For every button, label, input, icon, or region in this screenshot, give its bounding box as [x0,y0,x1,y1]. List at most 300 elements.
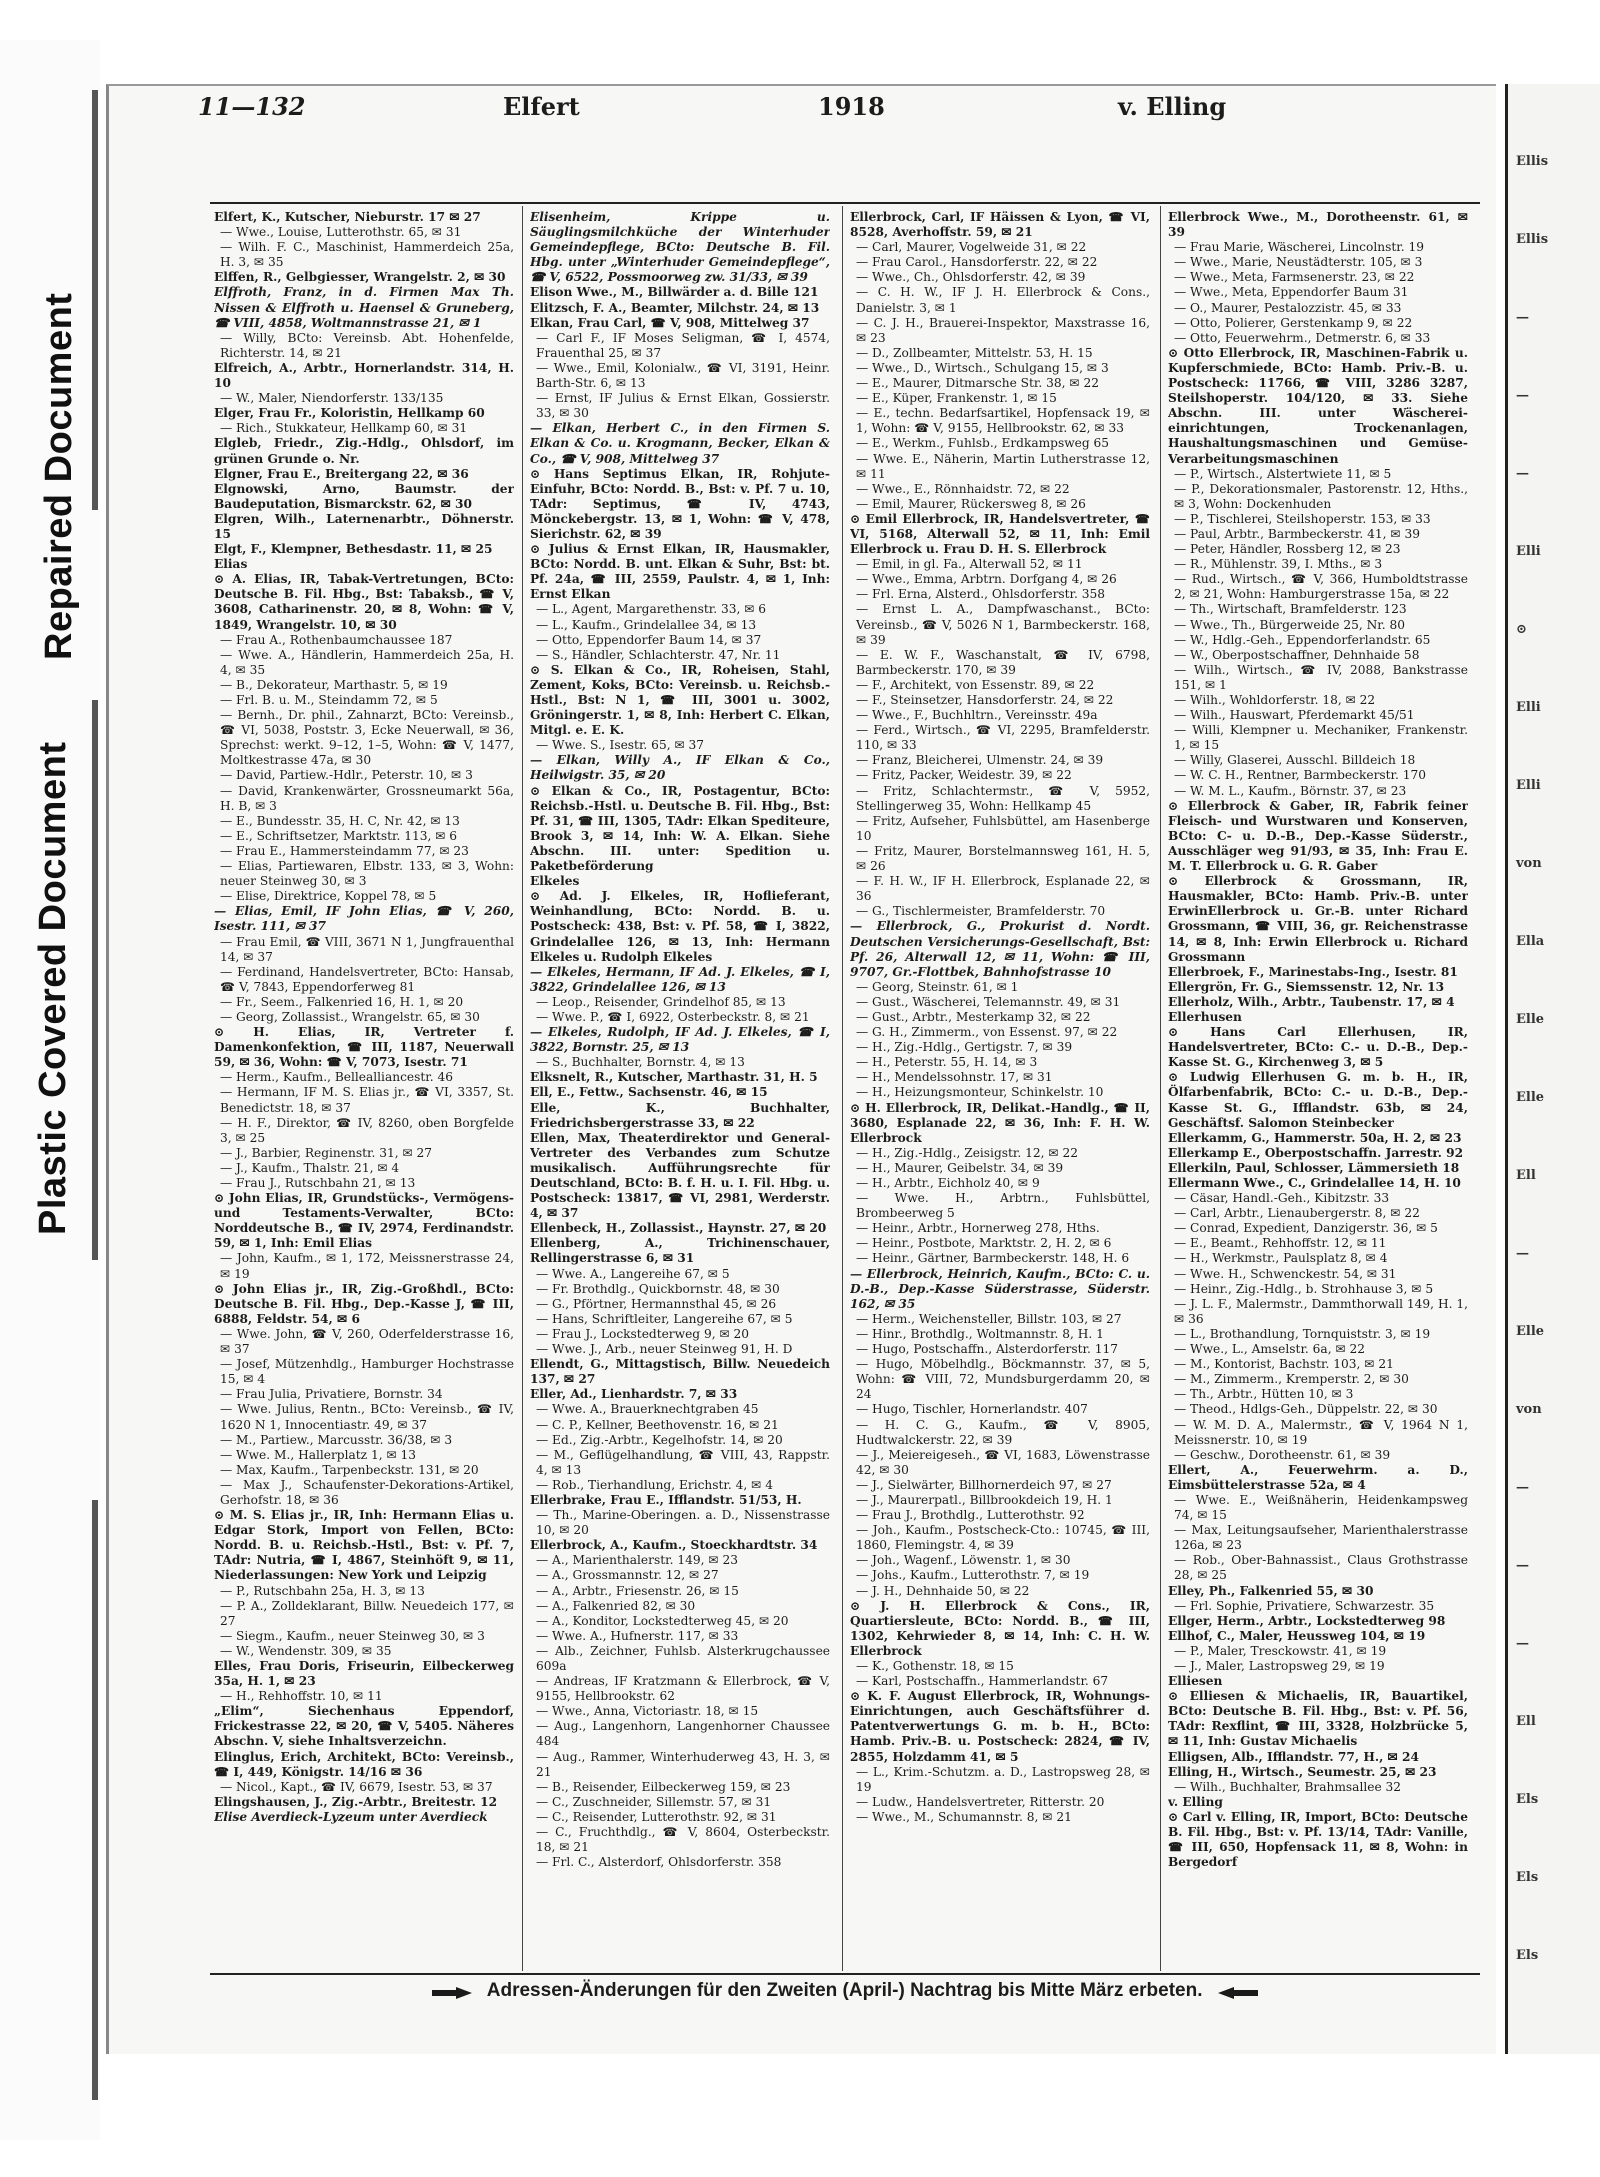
directory-entry: ⊙ Ellerbrock & Gaber, IR, Fabrik feiner Fleisch- und Wurstwaren und Konserven, BCto: C- u. D.-B., Dep.-Kasse Süderstr., Ausschläger weg 91/93, ✉ 35, Inh: Frau E. M. T. Ellerbrock u. G. R. Gaber [1168,798,1468,874]
adjacent-page-fragment: Ellis [1516,232,1549,247]
directory-entry: — Aug., Rammer, Winterhuderweg 43, H. 3, ✉ 21 [536,1749,830,1779]
directory-entry: — Emil, in gl. Fa., Alterwall 52, ✉ 11 [856,557,1083,572]
directory-entry: — W., Oberpostschaffner, Dehnhaide 58 [1174,647,1420,662]
adjacent-page-fragment: Els [1516,1870,1539,1885]
directory-entry: Ellerbrake, Frau E., Ifflandstr. 51/53, H. [530,1492,802,1507]
directory-entry: — Otto, Polierer, Gerstenkamp 9, ✉ 22 [1174,315,1413,330]
directory-entry: Elgren, Wilh., Laternenarbtr., Döhnerstr. 15 [214,511,514,541]
directory-entry: — Th., Marine-Oberingen. a. D., Nissenstrasse 10, ✉ 20 [536,1508,830,1538]
directory-entry: Ellenbeck, H., Zollassist., Haynstr. 27, ✉ 20 [530,1221,827,1236]
directory-entry: — Heinr., Postbote, Marktstr. 2, H. 2, ✉ 6 [856,1236,1112,1251]
directory-entry: — S., Händler, Schlachterstr. 47, Nr. 11 [536,647,781,662]
directory-entry: — Otto, Eppendorfer Baum 14, ✉ 37 [536,632,762,647]
directory-entry: — G., Pförtner, Hermannsthal 45, ✉ 26 [536,1296,777,1311]
directory-entry: — Fr. Brothdlg., Quickbornstr. 48, ✉ 30 [536,1281,780,1296]
adjacent-page-fragment: — [1516,1246,1529,1261]
directory-entry: Elle, K., Buchhalter, Friedrichsbergerstrasse 33, ✉ 22 [530,1100,830,1130]
directory-entry: — A., Grossmannstr. 12, ✉ 27 [536,1568,719,1583]
directory-entry: — H., Maurer, Geibelstr. 34, ✉ 39 [856,1160,1064,1175]
directory-entry: — G. H., Zimmerm., von Essenst. 97, ✉ 22 [856,1025,1118,1040]
directory-entry: — E. W. F., Waschanstalt, ☎ IV, 6798, Barmbeckerstr. 170, ✉ 39 [856,647,1150,677]
directory-entry: ⊙ John Elias jr., IR, Zig.-Großhdl., BCto: Deutsche B. Fil. Hbg., Dep.-Kasse J, ☎ III, 6888, Feldstr. 54, ✉ 6 [214,1281,514,1326]
directory-entry: — John, Kaufm., ✉ 1, 172, Meissnerstrasse 24, ✉ 19 [220,1251,514,1281]
directory-entry: Ellerbrock, Carl, IF Häissen & Lyon, ☎ VI, 8528, Averhoffstr. 59, ✉ 21 [850,210,1150,240]
directory-entry: v. Elling [1168,1794,1223,1809]
column-3 [850,210,1150,1970]
directory-entry: — H. C. G., Kaufm., ☎ V, 8905, Hudtwalckerstr. 22, ✉ 39 [856,1417,1150,1447]
directory-entry: — Elkan, Herbert C., in den Firmen S. Elkan & Co. u. Krogmann, Becker, Elkan & Co., ☎ V, 908, Mittelweg 37 [530,421,830,466]
directory-entry: — David, Partiew.-Hdlr., Peterstr. 10, ✉ 3 [220,768,473,783]
directory-entry: — P., Rutschbahn 25a, H. 3, ✉ 13 [220,1583,425,1598]
directory-entry: — Wwe., Marie, Neustädterstr. 105, ✉ 3 [1174,255,1423,270]
directory-entry: — L., Kaufm., Grindelallee 34, ✉ 13 [536,617,757,632]
adjacent-page-fragment: Elle [1516,1324,1545,1339]
directory-entry: — Wwe., L., Amselstr. 6a, ✉ 22 [1174,1342,1366,1357]
directory-entry: ⊙ Otto Ellerbrock, IR, Maschinen-Fabrik u. Kupferschmiede, BCto: Hamb. Priv.-B. u. Postscheck: 11766, ☎ VIII, 3286 3287, Steilshoperstr. 104/120, ✉ 33. Siehe Abschn. III. unter Wäscherei-einrichtungen, Trockenanlagen, Haushaltungsmaschinen und Gemüse-Verarbeitungsmaschinen [1168,345,1468,466]
pointing-hand-right-icon [432,1984,472,1998]
directory-entry: — Frau Carol., Hansdorferstr. 22, ✉ 22 [856,255,1098,270]
directory-entry: ⊙ Emil Ellerbrock, IR, Handelsvertreter, ☎ VI, 5168, Alterwall 52, ✉ 11, Inh: Emil Ellerbrock u. Frau D. H. S. Ellerbrock [850,511,1150,557]
directory-entry: — Wwe. E., Näherin, Martin Lutherstrasse 12, ✉ 11 [856,451,1150,481]
directory-entry: — H. F., Direktor, ☎ IV, 8260, oben Borgfelde 3, ✉ 25 [220,1115,514,1145]
directory-entry: — C., Reisender, Lutterothstr. 92, ✉ 31 [536,1809,777,1824]
adjacent-page-fragment: Elli [1516,778,1541,793]
directory-entry: — Frau J., Brothdlg., Lutterothstr. 92 [856,1508,1085,1523]
directory-entry: Elisenheim, Krippe u. Säuglingsmilchküche der Winterhuder Gemeindepflege, BCto: Deutsche B. Fil. Hbg. unter „Winterhuder Gemeindepflege“, ☎ V, 6522, Possmoorweg zw. 31/33, ✉ 39 [530,210,830,285]
directory-entry: — Herm., Weichensteller, Billstr. 103, ✉ 27 [856,1311,1122,1326]
directory-entry: Ellerkamp E., Oberpostschaffn. Jarrestr. 92 [1168,1145,1464,1160]
adjacent-page-fragment: Elli [1516,700,1541,715]
directory-entry: — W., Maler, Niendorferstr. 133/135 [220,391,444,406]
directory-entry: — Hinr., Brothdlg., Woltmannstr. 8, H. 1 [856,1326,1104,1341]
adjacent-page-fragment: — [1516,1480,1529,1495]
directory-entry: ⊙ A. Elias, IR, Tabak-Vertretungen, BCto: Deutsche B. Fil. Hbg., Bst: Tabaksb., ☎ V, 3608, Catharinenstr. 20, ✉ 8, Wohn: ☎ V, 1849, Wrangelstr. 10, ✉ 30 [214,572,514,632]
directory-entry: — C., Fruchthdlg., ☎ V, 8604, Osterbeckstr. 18, ✉ 21 [536,1825,830,1855]
adjacent-page-fragment: — [1516,1558,1529,1573]
directory-entry: — B., Reisender, Eilbeckerweg 159, ✉ 23 [536,1779,791,1794]
directory-entry: — F., Steinsetzer, Hansdorferstr. 24, ✉ 22 [856,693,1114,707]
directory-entry: — Heinr., Arbtr., Hornerweg 278, Hths. [856,1221,1100,1236]
directory-entry: — A., Arbtr., Friesenstr. 26, ✉ 15 [536,1583,739,1598]
directory-entry: — Wwe., Emil, Kolonialw., ☎ VI, 3191, Heinr. Barth-Str. 6, ✉ 13 [536,360,830,391]
directory-entry: — E., techn. Bedarfsartikel, Hopfensack 19, ✉ 1, Wohn: ☎ V, 9155, Hellbrookstr. 62, ✉ 33 [856,406,1150,436]
directory-entry: Ellen, Max, Theaterdirektor und General-Vertreter des Verbandes zum Schutze musikalisch. Aufführungsrechte für Deutschland, BCto: B. f. H. u. I. Fil. Hbg. u. Postscheck: 13817, ☎ VI, 2981, Werderstr. 4, ✉ 37 [530,1130,830,1221]
directory-entry: — Josef, Mützenhdlg., Hamburger Hochstrasse 15, ✉ 4 [220,1357,514,1387]
directory-entry: — Wilh., Wirtsch., ☎ IV, 2088, Bankstrasse 151, ✉ 1 [1174,662,1468,692]
directory-entry: — Frau Julia, Privatiere, Bornstr. 34 [220,1387,443,1402]
directory-entry: — Wwe. H., Arbtrn., Fuhlsbüttel, Brombeerweg 5 [856,1191,1150,1221]
directory-entry: — P., Wirtsch., Alstertwiete 11, ✉ 5 [1174,466,1392,481]
directory-entry: — Wwe., Th., Bürgerweide 25, Nr. 80 [1174,617,1406,632]
directory-entry: — Emil, Maurer, Rückersweg 8, ✉ 26 [856,496,1086,511]
directory-entry: — M., Partiew., Marcusstr. 36/38, ✉ 3 [220,1432,453,1447]
directory-entry: — Frau Marie, Wäscherei, Lincolnstr. 19 [1174,240,1424,255]
directory-entry: — P., Maler, Tresckowstr. 41, ✉ 19 [1174,1643,1387,1658]
directory-entry: Elitzsch, F. A., Beamter, Milchstr. 24, ✉ 13 [530,300,820,315]
directory-entry: — Karl, Postschaffn., Hammerlandstr. 67 [856,1674,1109,1689]
edge-shadow [92,700,98,1260]
directory-entry: Elksnelt, R., Kutscher, Marthastr. 31, H. 5 [530,1070,818,1085]
adjacent-page-fragment: Elli [1516,544,1541,559]
directory-entry: ⊙ H. Ellerbrock, IR, Delikat.-Handlg., ☎ II, 3680, Esplanade 22, ✉ 36, Inh: F. H. W. Ellerbrock [850,1100,1150,1145]
directory-entry: — Wilh. F. C., Maschinist, Hammerdeich 25a, H. 3, ✉ 35 [220,240,514,270]
directory-entry: — Frau J., Rutschbahn 21, ✉ 13 [220,1176,416,1190]
directory-entry: — J., Maurerpatl., Billbrookdeich 19, H. 1 [856,1492,1113,1507]
repaired-document-label: Repaired Document [38,292,80,660]
directory-entry: — Wwe., Louise, Lutterothstr. 65, ✉ 31 [220,225,462,240]
directory-entry: — Aug., Langenhorn, Langenhorner Chaussee 484 [536,1719,830,1749]
directory-entry: — Heinr., Gärtner, Barmbeckerstr. 148, H. 6 [856,1251,1130,1266]
directory-entry: Elgt, F., Klempner, Bethesdastr. 11, ✉ 25 [214,542,493,557]
directory-entry: — Wwe., D., Wirtsch., Schulgang 15, ✉ 3 [856,360,1109,375]
directory-entry: — Frl. B. u. M., Steindamm 72, ✉ 5 [220,693,438,707]
directory-entry: ⊙ Ad. J. Elkeles, IR, Hoflieferant, Weinhandlung, BCto: Nordd. B. u. Postscheck: 438, Bst: v. Pf. 58, ☎ I, 3822, Grindelallee 126, ✉ 13, Inh: Hermann Elkeles u. Rudolph Elkeles [530,889,830,964]
directory-entry: — M., Kontorist, Bachstr. 103, ✉ 21 [1174,1357,1394,1372]
directory-entry: — Ferd., Wirtsch., ☎ VI, 2295, Bramfelderstr. 110, ✉ 33 [856,723,1150,753]
directory-entry: — J. H., Dehnhaide 50, ✉ 22 [856,1583,1030,1598]
directory-entry: — Wwe. M., Hallerplatz 1, ✉ 13 [220,1447,417,1462]
directory-entry: — Hugo, Postschaffn., Alsterdorferstr. 117 [856,1342,1118,1357]
directory-entry: — Gust., Arbtr., Mesterkamp 32, ✉ 22 [856,1009,1091,1024]
directory-entry: — Conrad, Expedient, Danzigerstr. 36, ✉ 5 [1174,1221,1438,1236]
directory-entry: — Wwe. E., Weißnäherin, Heidenkampsweg 74, ✉ 15 [1174,1492,1468,1523]
directory-entry: Elley, Ph., Falkenried 55, ✉ 30 [1168,1583,1374,1598]
directory-entry: — E., Bundesstr. 35, H. C, Nr. 42, ✉ 13 [220,813,460,828]
directory-entry: — H., Zig.-Hdlg., Gertigstr. 7, ✉ 39 [856,1040,1073,1055]
directory-entry: — Rich., Stukkateur, Hellkamp 60, ✉ 31 [220,421,468,436]
directory-entry: — Rud., Wirtsch., ☎ V, 366, Humboldtstrasse 2, ✉ 21, Wohn: Hamburgerstrasse 15a, ✉ 22 [1174,572,1468,602]
directory-entry: — Elkan, Willy A., IF Elkan & Co., Heilwigstr. 35, ✉ 20 [530,753,830,783]
footer-rule [210,1973,1480,1975]
directory-entry: — Max J., Schaufenster-Dekorations-Artikel, Gerhofstr. 18, ✉ 36 [220,1477,514,1507]
directory-entry: Elffen, R., Gelbgiesser, Wrangelstr. 2, ✉ 30 [214,270,506,285]
directory-entry: — J., Kaufm., Thalstr. 21, ✉ 4 [220,1160,400,1175]
adjacent-page-fragment: Elle [1516,1012,1545,1027]
running-header [98,92,1478,136]
pointing-hand-left-icon [1218,1984,1258,1998]
directory-entry: — H., Werkmstr., Paulsplatz 8, ✉ 4 [1174,1251,1388,1266]
directory-entry: — Th., Arbtr., Hütten 10, ✉ 3 [1174,1387,1354,1402]
directory-entry: — Wilh., Hauswart, Pferdemarkt 45/51 [1174,708,1415,723]
directory-entry: Elffroth, Franz, in d. Firmen Max Th. Nissen & Elffroth u. Haensel & Gruneberg, ☎ VIII, 4858, Woltmannstrasse 21, ✉ 1 [214,285,514,330]
directory-entry: ⊙ Ludwig Ellerhusen G. m. b. H., IR, Ölfarbenfabrik, BCto: C.- u. D.-B., Dep.-Kasse St. G., Ifflandstr. 63b, ✉ 24, Geschäftsf. Salomon Steinbecker [1168,1070,1468,1130]
column-2 [530,210,830,1970]
directory-entry: — Georg, Steinstr. 61, ✉ 1 [856,979,1019,994]
directory-entry: — Wwe. Julius, Rentn., BCto: Vereinsb., ☎ IV, 1620 N 1, Innocentiastr. 49, ✉ 37 [220,1402,514,1432]
directory-entry: — J., Maler, Lastropsweg 29, ✉ 19 [1174,1659,1385,1673]
column-4 [1168,210,1468,1970]
directory-entry: Elkan, Frau Carl, ☎ V, 908, Mittelweg 37 [530,315,810,330]
directory-entry: ⊙ Elliesen & Michaelis, IR, Bauartikel, BCto: Deutsche B. Fil. Hbg., Bst: v. Pf. 56, TAdr: Rexflint, ☎ III, 3328, Holzbrücke 5, ✉ 11, Inh: Gustav Michaelis [1168,1689,1468,1749]
footer-notice [210,1980,1480,2010]
directory-entry: — Frau E., Hammersteindamm 77, ✉ 23 [220,843,469,858]
edge-shadow [92,1500,98,2100]
directory-entry: — Fr., Seem., Falkenried 16, H. 1, ✉ 20 [220,994,464,1009]
directory-entry: — O., Maurer, Pestalozzistr. 45, ✉ 33 [1174,300,1402,315]
header-rule [210,202,1480,204]
directory-entry: — Frau J., Lockstedterweg 9, ✉ 20 [536,1326,750,1341]
directory-entry: Ellerholz, Wilh., Arbtr., Taubenstr. 17, ✉ 4 [1168,994,1455,1009]
column-divider [522,206,523,1971]
directory-entry: — Frau Emil, ☎ VIII, 3671 N 1, Jungfrauenthal 14, ✉ 37 [220,934,514,964]
directory-entry: — E., Küper, Frankenstr. 1, ✉ 15 [856,391,1057,406]
directory-entry: — B., Dekorateur, Marthastr. 5, ✉ 19 [220,677,448,692]
directory-entry: — Wwe. P., ☎ I, 6922, Osterbeckstr. 8, ✉ 21 [536,1009,810,1024]
directory-entry: — Wwe., Meta, Eppendorfer Baum 31 [1174,285,1409,300]
directory-entry: — Theod., Hdlgs-Geh., Düppelstr. 22, ✉ 30 [1174,1402,1438,1417]
directory-entry: Ellerhusen [1168,1009,1242,1024]
directory-entry: Ellermann Wwe., C., Grindelallee 14, H. 10 [1168,1176,1461,1190]
page-number: 11—132 [198,92,306,121]
adjacent-page-fragment: Els [1516,1792,1539,1807]
directory-entry: — A., Konditor, Lockstedterweg 45, ✉ 20 [536,1613,789,1628]
directory-entry: Ellergrön, Fr. G., Siemssenstr. 12, Nr. 13 [1168,979,1445,994]
directory-entry: — Rob., Tierhandlung, Erichstr. 4, ✉ 4 [536,1477,774,1492]
column-divider [842,206,843,1971]
directory-entry: — C. P., Kellner, Beethovenstr. 16, ✉ 21 [536,1417,779,1432]
adjacent-page-fragment: ⊙ [1516,622,1527,637]
directory-entry: ⊙ Carl v. Elling, IR, Import, BCto: Deutsche B. Fil. Hbg., Bst: v. Pf. 13/14, TAdr: Vanille, ☎ III, 650, Hopfensack 11, ✉ 8, Wohn: in Bergedorf [1168,1809,1468,1870]
directory-entry: Elliesen [1168,1674,1223,1689]
directory-entry: — A., Marienthalerstr. 149, ✉ 23 [536,1553,738,1568]
directory-entry: — Heinr., Zig.-Hdlg., b. Strohhause 3, ✉ 5 [1174,1281,1434,1296]
directory-entry: — H., Zig.-Hdlg., Zeisigstr. 12, ✉ 22 [856,1145,1078,1160]
directory-entry: Ellert, A., Feuerwehrm. a. D., Eimsbüttelerstrasse 52a, ✉ 4 [1168,1462,1468,1492]
directory-entry: — C., Zuschneider, Sillemstr. 57, ✉ 31 [536,1794,772,1809]
directory-entry: — Wwe. John, ☎ V, 260, Oderfelderstrasse 16, ✉ 37 [220,1326,514,1357]
directory-entry: — E., Schriftsetzer, Marktstr. 113, ✉ 6 [220,828,458,843]
directory-entry: — Franz, Bleicherei, Ulmenstr. 24, ✉ 39 [856,753,1104,768]
directory-entry: — Leop., Reisender, Grindelhof 85, ✉ 13 [536,994,786,1009]
directory-entry: Elfert, K., Kutscher, Nieburstr. 17 ✉ 27 [214,210,481,224]
directory-entry: — Carl F., IF Moses Seligman, ☎ I, 4574, Frauenthal 25, ✉ 37 [536,330,830,360]
directory-entry: — Rob., Ober-Bahnassist., Claus Grothstrasse 28, ✉ 25 [1174,1553,1468,1583]
directory-entry: — Ed., Zig.-Arbtr., Kegelhofstr. 14, ✉ 20 [536,1432,783,1447]
directory-entry: — R., Mühlenstr. 39, I. Mths., ✉ 3 [1174,557,1383,572]
adjacent-page-fragment: — [1516,466,1529,481]
directory-entry: — J., Meiereigeseh., ☎ VI, 1683, Löwenstrasse 42, ✉ 30 [856,1447,1150,1477]
adjacent-page-fragment: von [1516,1402,1542,1417]
directory-entry: Ellenberg, A., Trichinenschauer, Rellingerstrasse 6, ✉ 31 [530,1236,830,1266]
directory-entry: — Ellerbrock, G., Prokurist d. Nordt. Deutschen Versicherungs-Gesellschaft, Bst: Pf. 26, Alterwall 12, ✉ 11, Wohn: ☎ III, 9707, Gr.-Flottbek, Bahnhofstrasse 10 [850,919,1150,979]
directory-entry: — Frl. C., Alsterdorf, Ohlsdorferstr. 358 [536,1855,782,1870]
directory-entry: ⊙ K. F. August Ellerbrock, IR, Wohnungs-Einrichtungen, auch Geschäftsführer d. Patentverwertungs G. m. b. H., BCto: Hamb. Priv.-B. u. Postscheck: 2824, ☎ IV, 2855, Holzdamm 41, ✉ 5 [850,1689,1150,1764]
directory-entry: — W., Hdlg.-Geh., Eppendorferlandstr. 65 [1174,632,1431,647]
directory-entry: Elias [214,557,248,572]
directory-entry: — Fritz, Maurer, Borstelmannsweg 161, H. 5, ✉ 26 [856,843,1150,874]
directory-entry: — Hugo, Möbelhdlg., Böckmannstr. 37, ✉ 5, Wohn: ☎ VIII, 72, Mundsburgerdamm 20, ✉ 24 [856,1357,1150,1402]
adjacent-page-fragment: Ell [1516,1714,1536,1729]
directory-entry: — L., Agent, Margarethenstr. 33, ✉ 6 [536,602,767,617]
directory-entry: — S., Buchhalter, Bornstr. 4, ✉ 13 [536,1055,745,1070]
directory-entry: ⊙ Ellerbrock & Grossmann, IR, Hausmakler, BCto: Hamb. Priv.-B. unter ErwinEllerbrock u. Gr.-B. unter Richard Grossmann, ☎ VIII, 36, gr. Reichenstrasse 14, ✉ 8, Inh: Erwin Ellerbrock u. Richard Grossmann [1168,874,1468,964]
directory-entry: ⊙ Elkan & Co., IR, Postagentur, BCto: Reichsb.-Hstl. u. Deutsche B. Fil. Hbg., Bst: Pf. 31, ☎ III, 1305, TAdr: Elkan Spediteure, Brook 3, ✉ 14, Inh: W. A. Elkan. Siehe Abschn. III. unter: Spedition u. Paketbeförderung [530,783,830,874]
column-divider [1160,206,1161,1971]
year: 1918 [818,92,885,121]
directory-entry: — H., Heizungsmonteur, Schinkelstr. 10 [856,1085,1104,1100]
directory-entry: ⊙ H. Elias, IR, Vertreter f. Damenkonfektion, ☎ III, 1187, Neuerwall 59, ✉ 36, Wohn: ☎ V, 7073, Isestr. 71 [214,1025,514,1070]
directory-entry: Eller, Ad., Lienhardstr. 7, ✉ 33 [530,1387,738,1402]
directory-entry: — J., Sielwärter, Billhornerdeich 97, ✉ 27 [856,1477,1112,1492]
directory-entry: — Carl, Arbtr., Lienaubergerstr. 8, ✉ 22 [1174,1206,1420,1221]
directory-entry: ⊙ Hans Septimus Elkan, IR, Rohjute-Einfuhr, BCto: Nordd. B., Bst: v. Pf. 7 u. 10, TAdr: Septimus, ☎ IV, 4743, Mönckebergstr. 13, ✉ 1, Wohn: ☎ V, 478, Sierichstr. 62, ✉ 39 [530,466,830,541]
directory-entry: Elling, H., Wirtsch., Seumestr. 25, ✉ 23 [1168,1764,1437,1779]
directory-entry: — J. L. F., Malermstr., Dammthorwall 149, H. 1, ✉ 36 [1174,1296,1468,1326]
directory-entry: — Wwe., Meta, Farmsenerstr. 23, ✉ 22 [1174,270,1415,285]
directory-entry: — Fritz, Aufseher, Fuhlsbüttel, am Hasenberge 10 [856,813,1150,843]
directory-entry: — Wwe., M., Schumannstr. 8, ✉ 21 [856,1809,1072,1824]
directory-entry: — C. J. H., Brauerei-Inspektor, Maxstrasse 16, ✉ 23 [856,315,1150,345]
directory-entry: — H., Peterstr. 55, H. 14, ✉ 3 [856,1055,1038,1070]
directory-entry: — Joh., Kaufm., Postscheck-Cto.: 10745, ☎ III, 1860, Flemingstr. 4, ✉ 39 [856,1523,1150,1553]
directory-entry: — F., Architekt, von Essenstr. 89, ✉ 22 [856,677,1095,692]
directory-entry: — Paul, Arbtr., Barmbeckerstr. 41, ✉ 39 [1174,526,1421,541]
directory-entry: Elinglus, Erich, Architekt, BCto: Vereinsb., ☎ I, 449, Königstr. 14/16 ✉ 36 [214,1749,514,1779]
directory-entry: Ellhof, C., Maler, Heussweg 104, ✉ 19 [1168,1628,1426,1643]
directory-entry: — Wilh., Buchhalter, Brahmsallee 32 [1174,1779,1402,1794]
directory-entry: — W. M. L., Kaufm., Börnstr. 37, ✉ 23 [1174,783,1407,798]
adjacent-page-fragment: Ell [1516,1168,1536,1183]
directory-entry: — J., Barbier, Reginenstr. 31, ✉ 27 [220,1145,433,1160]
directory-entry: — Carl, Maurer, Vogelweide 31, ✉ 22 [856,240,1087,255]
directory-entry: — L., Brothandlung, Tornquiststr. 3, ✉ 19 [1174,1326,1431,1341]
directory-entry: — Elkeles, Rudolph, IF Ad. J. Elkeles, ☎ I, 3822, Bornstr. 25, ✉ 13 [530,1025,830,1055]
adjacent-page-edge [1505,84,1600,2054]
adjacent-page-fragment: von [1516,856,1542,871]
directory-entry: — Ferdinand, Handelsvertreter, BCto: Hansab, ☎ V, 7843, Eppendorferweg 81 [220,964,514,994]
directory-entry: Ellerkiln, Paul, Schlosser, Lämmersieth 18 [1168,1160,1460,1175]
directory-entry: — Bernh., Dr. phil., Zahnarzt, BCto: Vereinsb., ☎ VI, 5038, Poststr. 3, Ecke Neuerwall, ✉ 36, Sprechst: werkt. 9–12, 1–5, Wohn: ☎ V, 1477, Moltkestrasse 47a, ✉ 30 [220,708,514,768]
directory-entry: — Ludw., Handelsvertreter, Ritterstr. 20 [856,1794,1105,1809]
directory-entry: — D., Zollbeamter, Mittelstr. 53, H. 15 [856,345,1093,360]
directory-entry: Ellerbrock, A., Kaufm., Stoeckhardtstr. 34 [530,1538,818,1553]
directory-entry: — Gust., Wäscherei, Telemannstr. 49, ✉ 31 [856,994,1121,1009]
directory-entry: — Wwe. J., Arb., neuer Steinweg 91, H. D [536,1342,793,1357]
directory-entry: ⊙ Hans Carl Ellerhusen, IR, Handelsvertreter, BCto: C.- u. D.-B., Dep.-Kasse St. G., Kirchenweg 3, ✉ 5 [1168,1025,1468,1070]
directory-entry: — Wwe. A., Hufnerstr. 117, ✉ 33 [536,1628,739,1643]
directory-entry: — C. H. W., IF J. H. Ellerbrock & Cons., Danielstr. 3, ✉ 1 [856,285,1150,315]
directory-entry: — Alb., Zeichner, Fuhlsb. Alsterkrugchaussee 609a [536,1643,830,1673]
directory-entry: — A., Falkenried 82, ✉ 30 [536,1598,696,1613]
directory-entry: — Siegm., Kaufm., neuer Steinweg 30, ✉ 3 [220,1628,485,1643]
directory-entry: — Wwe. A., Händlerin, Hammerdeich 25a, H. 4, ✉ 35 [220,647,514,677]
adjacent-page-fragment: — [1516,388,1529,403]
directory-entry: — Frau A., Rothenbaumchaussee 187 [220,632,453,647]
directory-entry: Ellger, Herm., Arbtr., Lockstedterweg 98 [1168,1613,1446,1628]
column-1 [214,210,514,1970]
directory-entry: Ell, E., Fettw., Sachsenstr. 46, ✉ 15 [530,1085,768,1100]
directory-entry: — Wwe. A., Brauerknechtgraben 45 [536,1402,759,1417]
last-entry-name: v. Elling [1118,92,1227,121]
directory-entry: Elgner, Frau E., Breitergang 22, ✉ 36 [214,466,469,481]
directory-entry: — Wwe. S., Isestr. 65, ✉ 37 [536,738,705,753]
directory-entry: ⊙ J. H. Ellerbrock & Cons., IR, Quartiersleute, BCto: Nordd. B., ☎ III, 1302, Kehrwieder 8, ✉ 14, Inh: C. H. W. Ellerbrock [850,1598,1150,1658]
directory-entry: — W. M. D. A., Malermstr., ☎ V, 1964 N 1, Meissnerstr. 10, ✉ 19 [1174,1417,1468,1447]
adjacent-page-fragment: Ella [1516,934,1545,949]
directory-entry: Ellerbrock Wwe., M., Dorotheenstr. 61, ✉ 39 [1168,210,1468,240]
directory-entry: — Otto, Feuerwehrm., Detmerstr. 6, ✉ 33 [1174,330,1431,345]
directory-entry: — Ellerbrock, Heinrich, Kaufm., BCto: C. u. D.-B., Dep.-Kasse Süderstrasse, Süderstr. 162, ✉ 35 [850,1266,1150,1311]
directory-entry: Elgleb, Friedr., Zig.-Hdlg., Ohlsdorf, im grünen Grunde o. Nr. [214,436,514,466]
directory-entry: Ellerkamm, G., Hammerstr. 50a, H. 2, ✉ 23 [1168,1130,1462,1145]
directory-entry: Elger, Frau Fr., Koloristin, Hellkamp 60 [214,406,485,421]
directory-entry: ⊙ S. Elkan & Co., IR, Roheisen, Stahl, Zement, Koks, BCto: Vereinsb. u. Reichsb.-Hstl., Bst: N 1, ☎ III, 3001 u. 3002, Gröningerstr. 1, ✉ 8, Inh: Herbert C. Elkan, Mitgl. e. E. K. [530,662,830,738]
directory-entry: — E., Maurer, Ditmarsche Str. 38, ✉ 22 [856,376,1100,391]
directory-entry: — David, Krankenwärter, Grossneumarkt 56a, H. B, ✉ 3 [220,783,514,813]
directory-entry: — Ernst L. A., Dampfwaschanst., BCto: Vereinsb., ☎ V, 5026 N 1, Barmbeckerstr. 168, ✉ 39 [856,602,1150,647]
adjacent-page-fragment: — [1516,1636,1529,1651]
directory-entry: — Fritz, Packer, Weidestr. 39, ✉ 22 [856,768,1072,783]
directory-entry: — Wwe., E., Rönnhaidstr. 72, ✉ 22 [856,481,1070,496]
directory-entry: Elles, Frau Doris, Friseurin, Eilbeckerweg 35a, H. 1, ✉ 23 [214,1659,514,1689]
directory-entry: — Th., Wirtschaft, Bramfelderstr. 123 [1174,602,1407,617]
directory-entry: — H., Arbtr., Eichholz 40, ✉ 9 [856,1176,1040,1190]
plastic-covered-label: Plastic Covered Document [32,741,74,1235]
directory-entry: Elise Averdieck-Lyzeum unter Averdieck [214,1809,488,1824]
directory-entry: Ellerbroek, F., Marinestabs-Ing., Isestr. 81 [1168,964,1458,979]
directory-entry: — Wwe., F., Buchhltrn., Vereinsstr. 49a [856,708,1098,723]
directory-entry: — L., Krim.-Schutzm. a. D., Lastropsweg 28, ✉ 19 [856,1764,1150,1794]
edge-shadow [92,90,98,510]
footer-text: Adressen-Änderungen für den Zweiten (April-) Nachtrag bis Mitte März erbeten. [486,1980,1203,2001]
directory-entry: — Wwe., Emma, Arbtrn. Dorfgang 4, ✉ 26 [856,572,1117,587]
directory-entry: ⊙ Julius & Ernst Elkan, IR, Hausmakler, BCto: Nordd. B. unt. Elkan & Suhr, Bst: bt. Pf. 24a, ☎ III, 2559, Paulstr. 4, ✉ 1, Inh: Ernst Elkan [530,542,830,602]
directory-entry: — K., Gothenstr. 18, ✉ 15 [856,1659,1014,1673]
directory-entry: — W., Wendenstr. 309, ✉ 35 [220,1643,392,1658]
directory-entry: — P. A., Zolldeklarant, Billw. Neuedeich 177, ✉ 27 [220,1598,514,1628]
directory-entry: — Joh., Wagenf., Löwenstr. 1, ✉ 30 [856,1553,1071,1568]
adjacent-page-fragment: Els [1516,1948,1539,1963]
directory-entry: — Hermann, IF M. S. Elias jr., ☎ VI, 3357, St. Benedictstr. 18, ✉ 37 [220,1085,514,1115]
directory-entry: — Ernst, IF Julius & Ernst Elkan, Gossierstr. 33, ✉ 30 [536,391,830,421]
directory-entry: — M., Geflügelhandlung, ☎ VIII, 43, Rappstr. 4, ✉ 13 [536,1447,830,1477]
directory-entry: — W. C. H., Rentner, Barmbeckerstr. 170 [1174,768,1427,783]
directory-entry: — H., Rehhoffstr. 10, ✉ 11 [220,1689,383,1704]
adjacent-page-fragment: — [1516,310,1529,325]
directory-entry: — Fritz, Schlachtermstr., ☎ V, 5952, Stellingerweg 35, Wohn: Hellkamp 45 [856,783,1150,813]
directory-entry: — F. H. W., IF H. Ellerbrock, Esplanade 22, ✉ 36 [856,874,1150,904]
directory-entry: — Hugo, Tischler, Hornerlandstr. 407 [856,1402,1088,1417]
directory-entry: — Hans, Schriftleiter, Langereihe 67, ✉ 5 [536,1311,793,1326]
directory-entry: Elfreich, A., Arbtr., Hornerlandstr. 314, H. 10 [214,360,514,391]
directory-entry: — E., Beamt., Rehhoffstr. 12, ✉ 11 [1174,1236,1387,1251]
directory-entry: — Willy, BCto: Vereinsb. Abt. Hohenfelde, Richterstr. 14, ✉ 21 [220,330,514,360]
directory-entry: — E., Werkm., Fuhlsb., Erdkampsweg 65 [856,436,1110,451]
directory-entry: — Max, Kaufm., Tarpenbeckstr. 131, ✉ 20 [220,1462,479,1477]
directory-entry: Elison Wwe., M., Billwärder a. d. Bille 121 [530,285,819,300]
directory-entry: — Willi, Klempner u. Mechaniker, Frankenstr. 1, ✉ 15 [1174,723,1468,753]
directory-entry: ⊙ John Elias, IR, Grundstücks-, Vermögens- und Testaments-Verwalter, BCto: Norddeutsche B., ☎ IV, 2974, Ferdinandstr. 59, ✉ 1, Inh: Emil Elias [214,1191,514,1251]
directory-entry: Elligsen, Alb., Ifflandstr. 77, H., ✉ 24 [1168,1749,1419,1764]
directory-entry: „Elim“, Siechenhaus Eppendorf, Frickestrasse 22, ✉ 20, ☎ V, 5405. Näheres Abschn. V, siehe Inhaltsverzeichn. [214,1704,514,1749]
directory-entry: Elgnowski, Arno, Baumstr. der Baudeputation, Bismarckstr. 62, ✉ 30 [214,481,514,511]
directory-entry: — Wilh., Wohldorferstr. 18, ✉ 22 [1174,693,1376,707]
adjacent-page-fragment: Ellis [1516,154,1549,169]
directory-entry: — H., Mendelssohnstr. 17, ✉ 31 [856,1070,1053,1085]
directory-entry: — Cäsar, Handl.-Geh., Kibitzstr. 33 [1174,1191,1390,1206]
directory-entry: — G., Tischlermeister, Bramfelderstr. 70 [856,904,1106,919]
directory-entry: — Wwe. A., Langereihe 67, ✉ 5 [536,1266,730,1281]
directory-entry: — Wwe., Ch., Ohlsdorferstr. 42, ✉ 39 [856,270,1086,285]
directory-entry: — Elise, Direktrice, Koppel 78, ✉ 5 [220,889,437,904]
directory-entry: — Andreas, IF Kratzmann & Ellerbrock, ☎ V, 9155, Hellbrookstr. 62 [536,1674,830,1704]
directory-entry: Elingshausen, J., Zig.-Arbtr., Breitestr. 12 [214,1794,498,1809]
directory-entry: — P., Dekorationsmaler, Pastorenstr. 12, Hths., ✉ 3, Wohn: Dockenhuden [1174,481,1468,511]
first-entry-name: Elfert [503,92,580,121]
directory-entry: Ellendt, G., Mittagstisch, Billw. Neuedeich 137, ✉ 27 [530,1357,830,1387]
directory-entry: — Johs., Kaufm., Lutterothstr. 7, ✉ 19 [856,1568,1090,1583]
directory-entry: — Elias, Partiewaren, Elbstr. 133, ✉ 3, Wohn: neuer Steinweg 30, ✉ 3 [220,859,514,889]
